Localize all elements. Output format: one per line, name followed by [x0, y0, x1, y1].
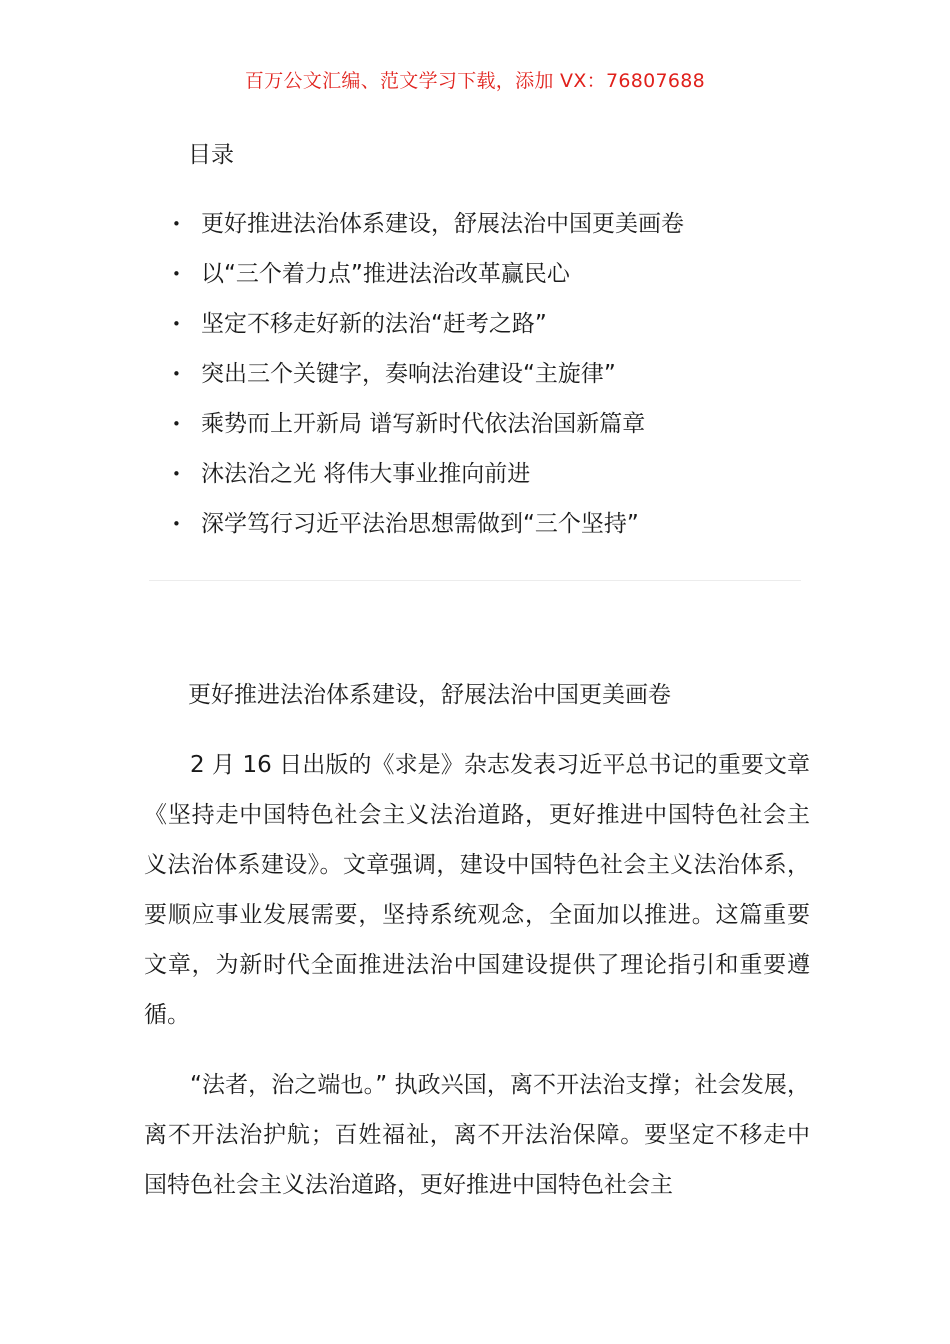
bullet-icon: •: [172, 365, 181, 383]
article-body: [144, 740, 810, 1230]
toc-item-label: 坚定不移走好新的法治“赶考之路”: [201, 311, 547, 337]
section-divider: [149, 580, 801, 581]
article-title: 更好推进法治体系建设，舒展法治中国更美画卷: [188, 682, 671, 708]
bullet-icon: •: [172, 265, 181, 283]
toc-item[interactable]: [172, 449, 684, 499]
toc-item-label: 突出三个关键字，奏响法治建设“主旋律”: [201, 361, 616, 387]
toc-item[interactable]: [172, 349, 684, 399]
toc-item-label: 乘势而上开新局 谱写新时代依法治国新篇章: [201, 411, 646, 437]
toc-title: 目录: [188, 142, 234, 168]
bullet-icon: •: [172, 515, 181, 533]
toc-item-label: 更好推进法治体系建设，舒展法治中国更美画卷: [201, 211, 684, 237]
article-paragraph: 2 月 16 日出版的《求是》杂志发表习近平总书记的重要文章《坚持走中国特色社会主义法治道路，更好推进中国特色社会主义法治体系建设》。文章强调，建设中国特色社会主义法治体系，要顺应事业发展需要，坚持系统观念，全面加以推进。这篇重要文章，为新时代全面推进法治中国建设提供了理论指引和重要遵循。: [144, 752, 810, 1028]
article-paragraph: “法者，治之端也。” 执政兴国，离不开法治支撑；社会发展，离不开法治护航；百姓福祉，离不开法治保障。要坚定不移走中国特色社会主义法治道路，更好推进中国特色社会主: [144, 1072, 810, 1198]
header-promo-text: 百万公文汇编、范文学习下载，添加 VX：76807688: [244, 70, 706, 92]
bullet-icon: •: [172, 465, 181, 483]
toc-item-label: 深学笃行习近平法治思想需做到“三个坚持”: [201, 511, 639, 537]
bullet-icon: •: [172, 415, 181, 433]
toc-item[interactable]: [172, 199, 684, 249]
toc-item[interactable]: [172, 499, 684, 549]
bullet-icon: •: [172, 215, 181, 233]
toc-item[interactable]: [172, 399, 684, 449]
toc-item[interactable]: [172, 299, 684, 349]
toc-item-label: 沐法治之光 将伟大事业推向前进: [201, 461, 531, 487]
bullet-icon: •: [172, 315, 181, 333]
toc-item[interactable]: [172, 249, 684, 299]
toc-list: [172, 199, 684, 549]
toc-item-label: 以“三个着力点”推进法治改革赢民心: [201, 261, 570, 287]
